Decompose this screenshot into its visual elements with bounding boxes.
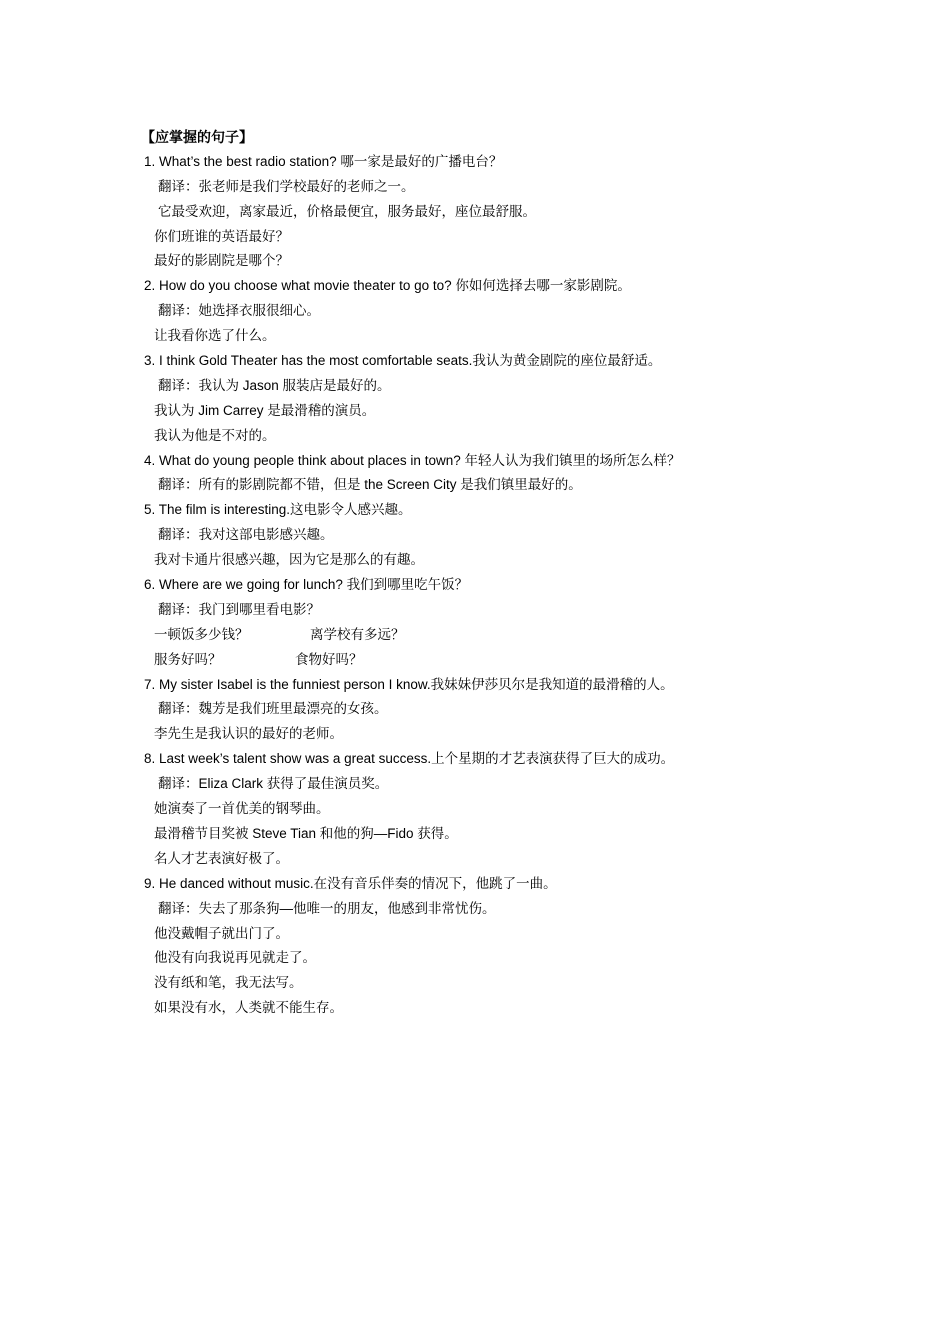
- translation-2: 翻译：她选择衣服很细心。: [158, 303, 320, 319]
- practice-pair-right: 食物好吗？: [295, 651, 363, 667]
- practice-line: 最好的影剧院是哪个？: [154, 253, 289, 269]
- sentence-9: 9. He danced without music.在没有音乐伴奏的情况下，他跳了一曲。: [144, 875, 557, 891]
- translation-8: 翻译：Eliza Clark 获得了最佳演员奖。: [158, 776, 389, 792]
- translation-5: 翻译：我对这部电影感兴趣。: [158, 527, 334, 543]
- practice-line: 没有纸和笔，我无法写。: [154, 975, 303, 991]
- practice-line: 我认为他是不对的。: [154, 427, 276, 443]
- section-heading: 【应掌握的句子】: [141, 129, 253, 145]
- practice-line: 我认为 Jim Carrey 是最滑稽的演员。: [154, 402, 376, 418]
- translation-6: 翻译：我门到哪里看电影？: [158, 601, 320, 617]
- practice-line: 名人才艺表演好极了。: [154, 850, 289, 866]
- sentence-6: 6. Where are we going for lunch? 我们到哪里吃午饭？: [144, 577, 469, 593]
- practice-pair-right: 离学校有多远？: [310, 626, 405, 642]
- practice-pair-left: 一顿饭多少钱？: [154, 626, 249, 642]
- practice-line: 我对卡通片很感兴趣，因为它是那么的有趣。: [154, 552, 424, 568]
- practice-line: 他没戴帽子就出门了。: [154, 925, 289, 941]
- translation-4: 翻译：所有的影剧院都不错，但是 the Screen City 是我们镇里最好的。: [158, 477, 582, 493]
- practice-pair-left: 服务好吗？: [154, 651, 222, 667]
- practice-line: 你们班谁的英语最好？: [154, 228, 289, 244]
- practice-line: 李先生是我认识的最好的老师。: [154, 726, 343, 742]
- practice-pair: [144, 648, 844, 673]
- sentence-3: 3. I think Gold Theater has the most comfortable seats.我认为黄金剧院的座位最舒适。: [144, 353, 662, 369]
- sentence-7: 7. My sister Isabel is the funniest person I know.我妹妹伊莎贝尔是我知道的最滑稽的人。: [144, 676, 674, 692]
- practice-line: 他没有向我说再见就走了。: [154, 950, 316, 966]
- sentence-1: 1. What’s the best radio station? 哪一家是最好的广播电台？: [144, 153, 503, 169]
- translation-3: 翻译：我认为 Jason 服装店是最好的。: [158, 377, 391, 393]
- practice-line: 她演奏了一首优美的钢琴曲。: [154, 801, 330, 817]
- practice-line: 它最受欢迎，离家最近，价格最便宜，服务最好，座位最舒服。: [158, 203, 536, 219]
- sentence-2: 2. How do you choose what movie theater to go to? 你如何选择去哪一家影剧院。: [144, 278, 631, 294]
- practice-pair: [144, 623, 844, 648]
- practice-line: 让我看你选了什么。: [154, 328, 276, 344]
- translation-1: 翻译：张老师是我们学校最好的老师之一。: [158, 178, 415, 194]
- translation-9: 翻译：失去了那条狗—他唯一的朋友，他感到非常忧伤。: [158, 900, 496, 916]
- practice-line: 最滑稽节目奖被 Steve Tian 和他的狗—Fido 获得。: [154, 825, 458, 841]
- document-body: [141, 125, 844, 1021]
- sentence-5: 5. The film is interesting.这电影令人感兴趣。: [144, 502, 412, 518]
- practice-line: 如果没有水，人类就不能生存。: [154, 1000, 343, 1016]
- sentence-8: 8. Last week’s talent show was a great success.上个星期的才艺表演获得了巨大的成功。: [144, 751, 675, 767]
- sentence-4: 4. What do young people think about places in town? 年轻人认为我们镇里的场所怎么样？: [144, 452, 681, 468]
- translation-7: 翻译：魏芳是我们班里最漂亮的女孩。: [158, 701, 388, 717]
